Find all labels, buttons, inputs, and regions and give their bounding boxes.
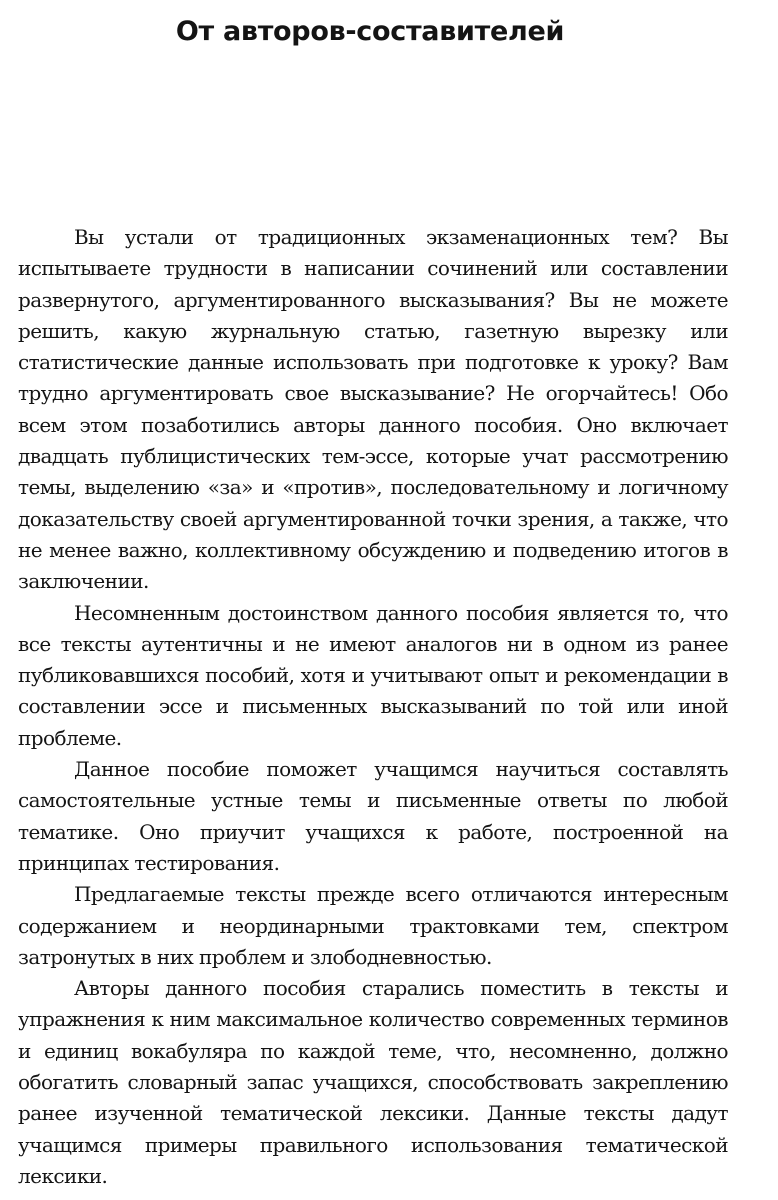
paragraph-intro: Вы устали от традиционных экзаменационных тем? Вы испытываете трудности в написании сочинений или составлении развернутого, аргументированного высказывания? Вы не можете решить, какую журнальную статью, газетную вырезку или статистические данные использовать при подготовке к уроку? Вам трудно аргументировать свое высказывание? Не огорчайтесь! Обо всем этом позаботились авторы данного пособия. Оно включает двадцать публицистических тем-эссе, которые учат рассмотрению темы, выделению «за» и «против», последовательному и логичному доказательству своей аргументированной точки зрения, а также, что не менее важно, коллективному обсуждению и подведению итогов в заключении. <box>18 225 728 594</box>
paragraph-texts: Предлагаемые тексты прежде всего отличаются интересным содержанием и неординарными трактовками тем, спектром затронутых в них проблем и злободневностью. <box>18 882 728 969</box>
paragraph-purpose: Данное пособие поможет учащимся научиться составлять самостоятельные устные темы и письменные ответы по любой тематике. Оно приучит учащихся к работе, построенной на принципах тестирования. <box>18 757 728 875</box>
body-text <box>18 222 728 1192</box>
paragraph-authenticity: Несомненным достоинством данного пособия является то, что все тексты аутентичны и не имеют аналогов ни в одном из ранее публиковавшихся пособий, хотя и учитывают опыт и рекомендации в составлении эссе и письменных высказываний по той или иной проблеме. <box>18 600 728 750</box>
page-title: От авторов-составителей <box>175 16 565 47</box>
paragraph-vocabulary: Авторы данного пособия старались поместить в тексты и упражнения к ним максимальное количество современных терминов и единиц вокабуляра по каждой теме, что, несомненно, должно обогатить словарный запас учащихся, способствовать закреплению ранее изученной тематической лексики. Данные тексты дадут учащимся примеры правильного использования тематической лексики. <box>18 976 728 1188</box>
